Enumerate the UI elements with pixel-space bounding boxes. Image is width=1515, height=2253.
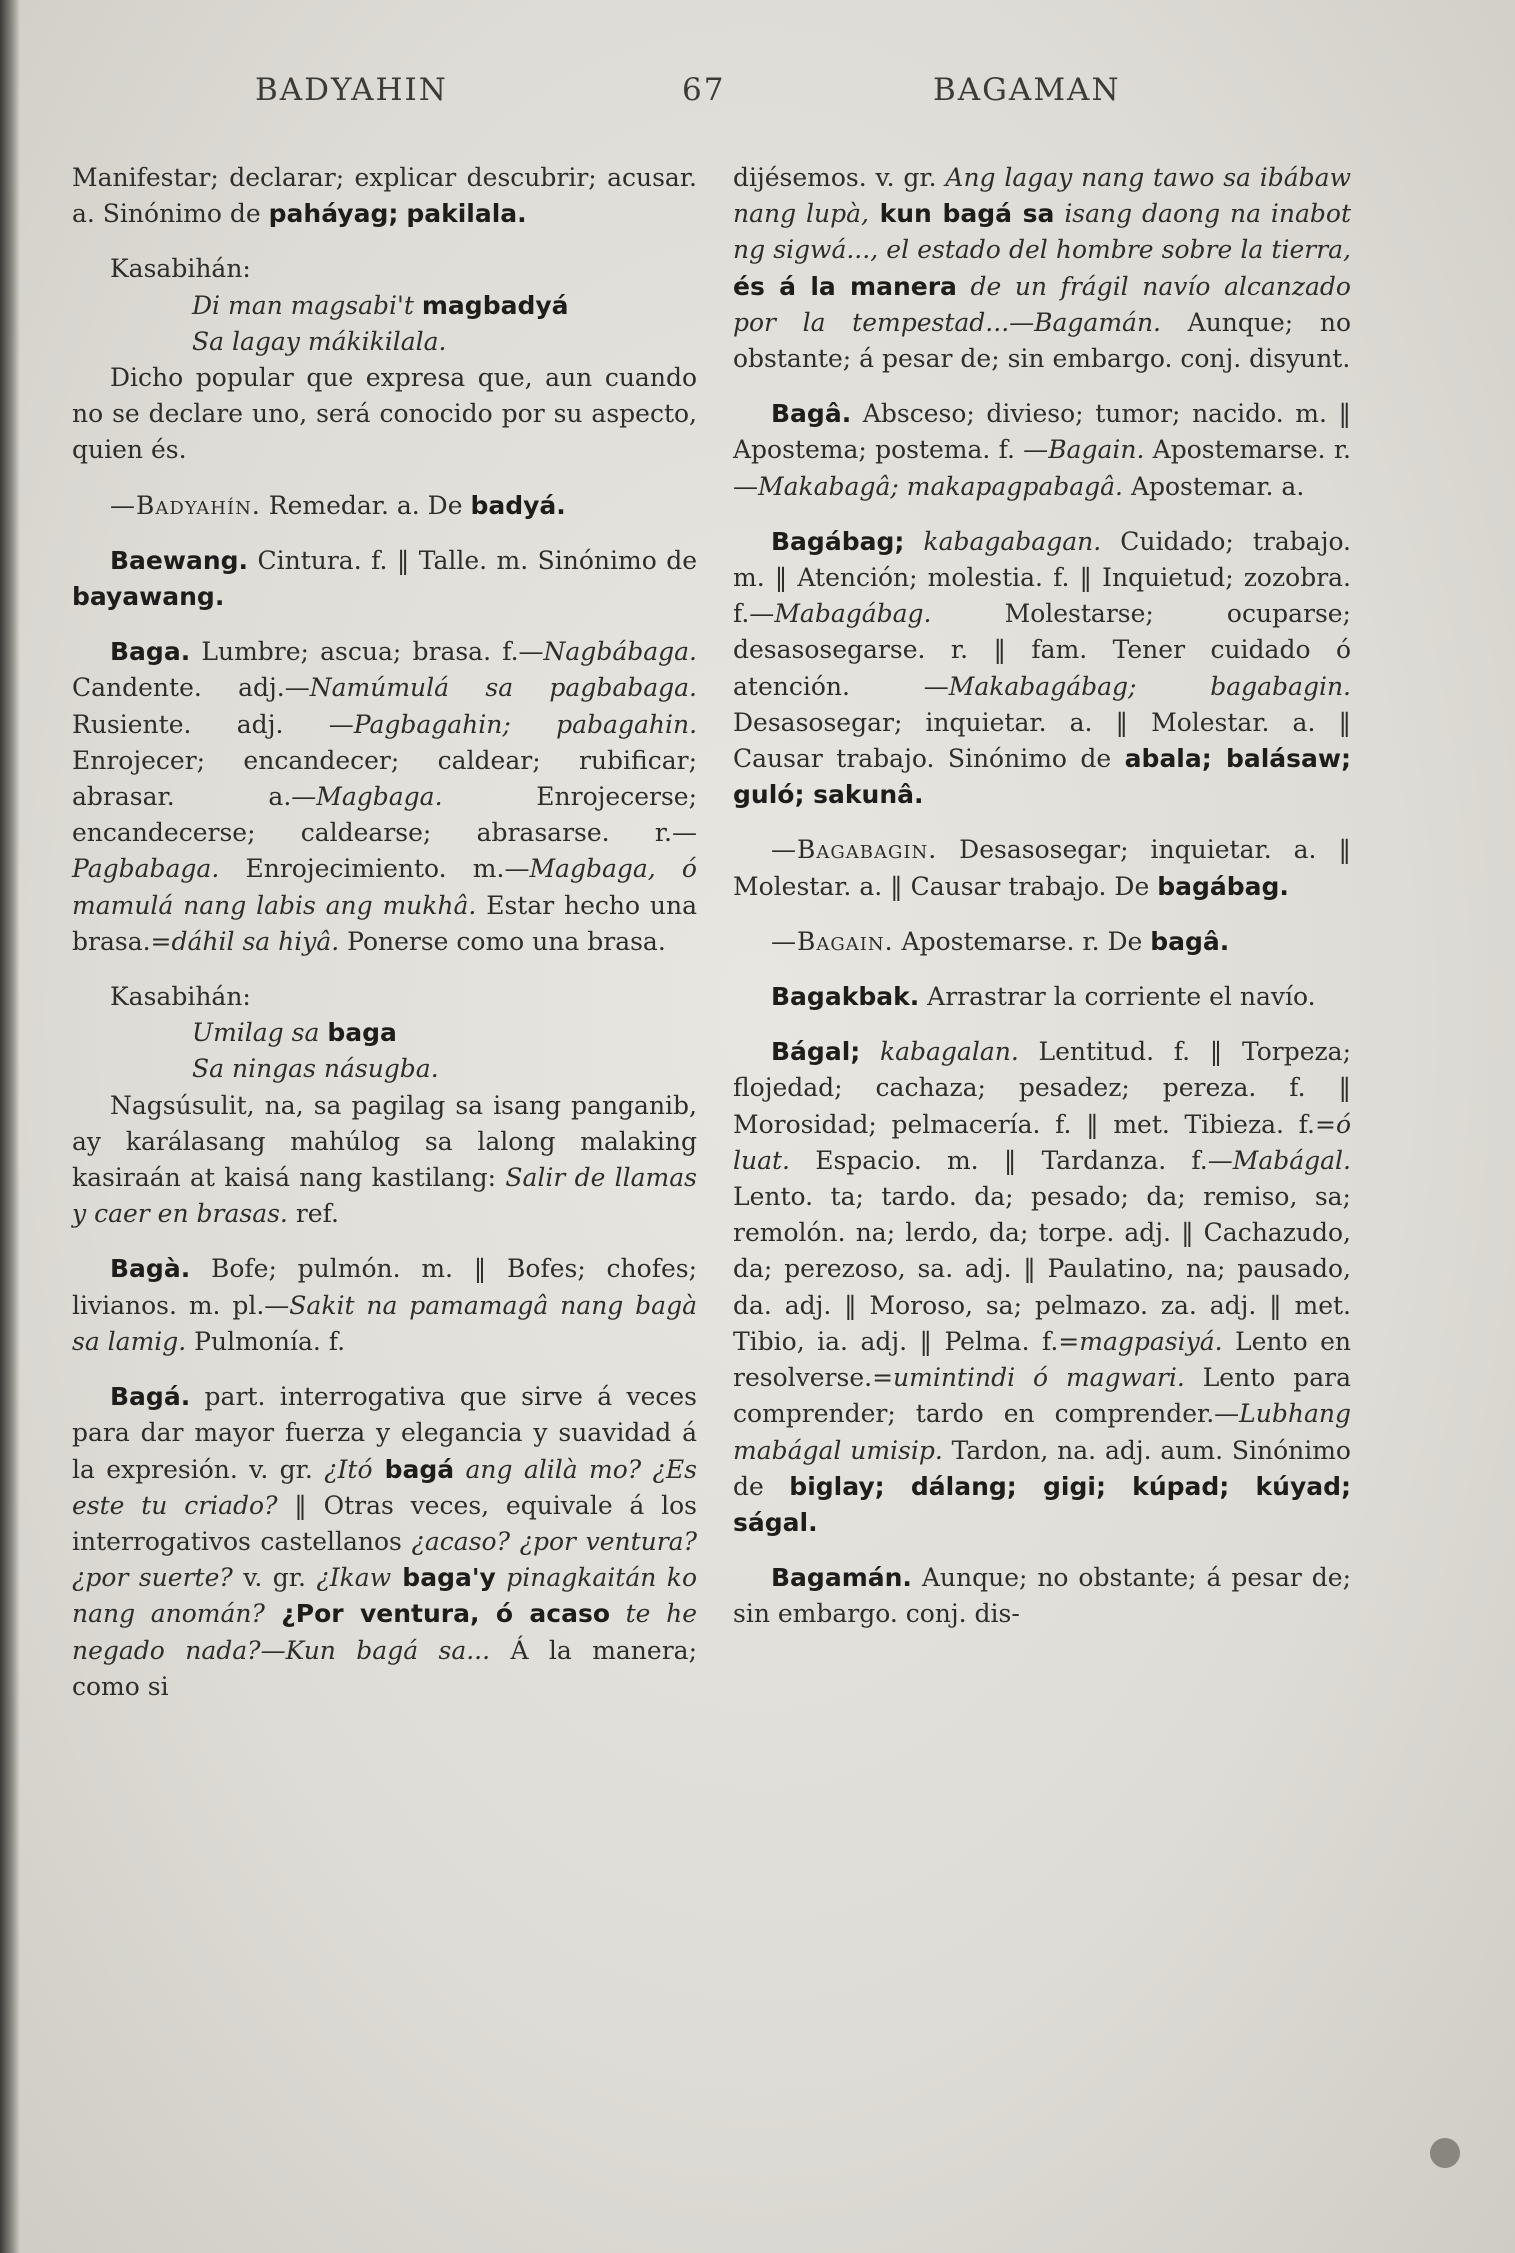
header-right-guideword: BAGAMAN bbox=[933, 72, 1121, 108]
saying-verse: Umilag sa baga bbox=[192, 1018, 397, 1048]
entry-baewang: Baewang. Cintura. f. ‖ Talle. m. Sinónimo de bayawang. bbox=[72, 545, 697, 612]
entry-bagaman: Bagamán. Aunque; no obstante; á pesar de; sin embargo. conj. dis- bbox=[733, 1563, 1351, 1629]
saying-description: Dicho popular que expresa que, aun cuando no se declare uno, será conocido por su aspecto, quien és. bbox=[72, 363, 697, 465]
saying-label: Kasabihán: bbox=[110, 982, 251, 1012]
entry-baga-particle: Bagá. part. interrogativa que sirve á veces para dar mayor fuerza y elegancia y suavidad á la expresión. v. gr. ¿Itó bagá ang alilà mo? ¿Es este tu criado? ‖ Otras veces, equivale á los interrogativos castellanos ¿acaso? ¿por ventura? ¿por suerte? v. gr. ¿Ikaw baga'y pinagkaitán ko nang anomán? ¿Por ventura, ó acaso te he negado nada?—Kun bagá sa... Á la manera; como si bbox=[72, 1382, 697, 1701]
entry-continuation: dijésemos. v. gr. Ang lagay nang tawo sa ibábaw nang lupà, kun bagá sa isang daong na inabot ng sigwá..., el estado del hombre sobre la tierra, és á la manera de un frágil navío alcanzado por la tempestad...—Bagamán. Aunque; no obstante; á pesar de; sin embargo. conj. disyunt. bbox=[733, 163, 1351, 374]
entry-bagal: Bágal; kabagalan. Lentitud. f. ‖ Torpeza; flojedad; cachaza; pesadez; pereza. f. ‖ Morosidad; pelmacería. f. ‖ met. Tibieza. f.=ó luat. Espacio. m. ‖ Tardanza. f.—Mabágal. Lento. ta; tardo. da; pesado; da; remiso, sa; remolón. na; lerdo, da; torpe. adj. ‖ Cachazudo, da; perezoso, sa. adj. ‖ Paulatino, na; pausado, da. adj. ‖ Moroso, sa; pelmazo. za. adj. ‖ met. Tibio, ia. adj. ‖ Pelma. f.=magpasiyá. Lento en resolverse.=umintindi ó magwari. Lento para comprender; tardo en comprender.—Lubhang mabágal umisip. Tardon, na. adj. aum. Sinónimo de biglay; dálang; gigi; kúpad; kúyad; ságal. bbox=[733, 1037, 1352, 1537]
entry-baga-abscess: Bagâ. Absceso; divieso; tumor; nacido. m. ‖ Apostema; postema. f. —Bagain. Apostemarse. r.—Makabagâ; makapagpabagâ. Apostemar. a. bbox=[733, 399, 1351, 501]
entry-baga: Baga. Lumbre; ascua; brasa. f.—Nagbábaga. Candente. adj.—Namúmulá sa pagbabaga. Rusiente. adj. —Pagbagahin; pabagahin. Enrojecer; encandecer; caldear; rubificar; abrasar. a.—Magbaga. Enrojecerse; encandecerse; caldearse; abrasarse. r.—Pagbabaga. Enrojecimiento. m.—Magbaga, ó mamulá nang labis ang mukhâ. Estar hecho una brasa.=dáhil sa hiyâ. Ponerse como una brasa. bbox=[72, 637, 698, 956]
page-number: 67 bbox=[682, 72, 726, 108]
entry-bagabagin: —Bagabagin. Desasosegar; inquietar. a. ‖ Molestar. a. ‖ Causar trabajo. De bagábag. bbox=[733, 835, 1351, 901]
left-column bbox=[72, 160, 697, 1724]
saying-description: Nagsúsulit, na, sa pagilag sa isang panganib, ay karálasang mahúlog sa lalong malaking kasiraán at kaisá nang kastilang: Salir de llamas y caer en brasas. ref. bbox=[72, 1090, 697, 1229]
entry-bagain: —Bagain. Apostemarse. r. De bagâ. bbox=[771, 926, 1230, 956]
entry-baga-lung: Bagà. Bofe; pulmón. m. ‖ Bofes; chofes; livianos. m. pl.—Sakit na pamamagâ nang bagà sa lamig. Pulmonía. f. bbox=[72, 1254, 697, 1356]
running-header bbox=[0, 72, 1515, 122]
entry-badyahin: —Badyahín. Remedar. a. De badyá. bbox=[110, 490, 566, 520]
entry-bagakbak: Bagakbak. Arrastrar la corriente el navío. bbox=[771, 982, 1316, 1012]
header-left-guideword: BADYAHIN bbox=[255, 72, 448, 108]
saying-label: Kasabihán: bbox=[110, 254, 251, 284]
right-column bbox=[733, 160, 1351, 1652]
page-stain-mark bbox=[1430, 2138, 1460, 2168]
saying-verse: Sa ningas násugba. bbox=[192, 1054, 439, 1084]
book-spine-shadow bbox=[0, 0, 20, 2253]
entry-continuation: Manifestar; declarar; explicar descubrir; acusar. a. Sinónimo de paháyag; pakilala. bbox=[72, 163, 697, 229]
saying-verse: Di man magsabi't magbadyá bbox=[192, 290, 569, 320]
entry-bagabag: Bagábag; kabagabagan. Cuidado; trabajo. m. ‖ Atención; molestia. f. ‖ Inquietud; zozobra. f.—Mabagábag. Molestarse; ocuparse; desasosegarse. r. ‖ fam. Tener cuidado ó atención. —Makabagábag; bagabagin. Desasosegar; inquietar. a. ‖ Molestar. a. ‖ Causar trabajo. Sinónimo de abala; balásaw; guló; sakunâ. bbox=[733, 526, 1352, 810]
saying-verse: Sa lagay mákikilala. bbox=[192, 326, 447, 356]
